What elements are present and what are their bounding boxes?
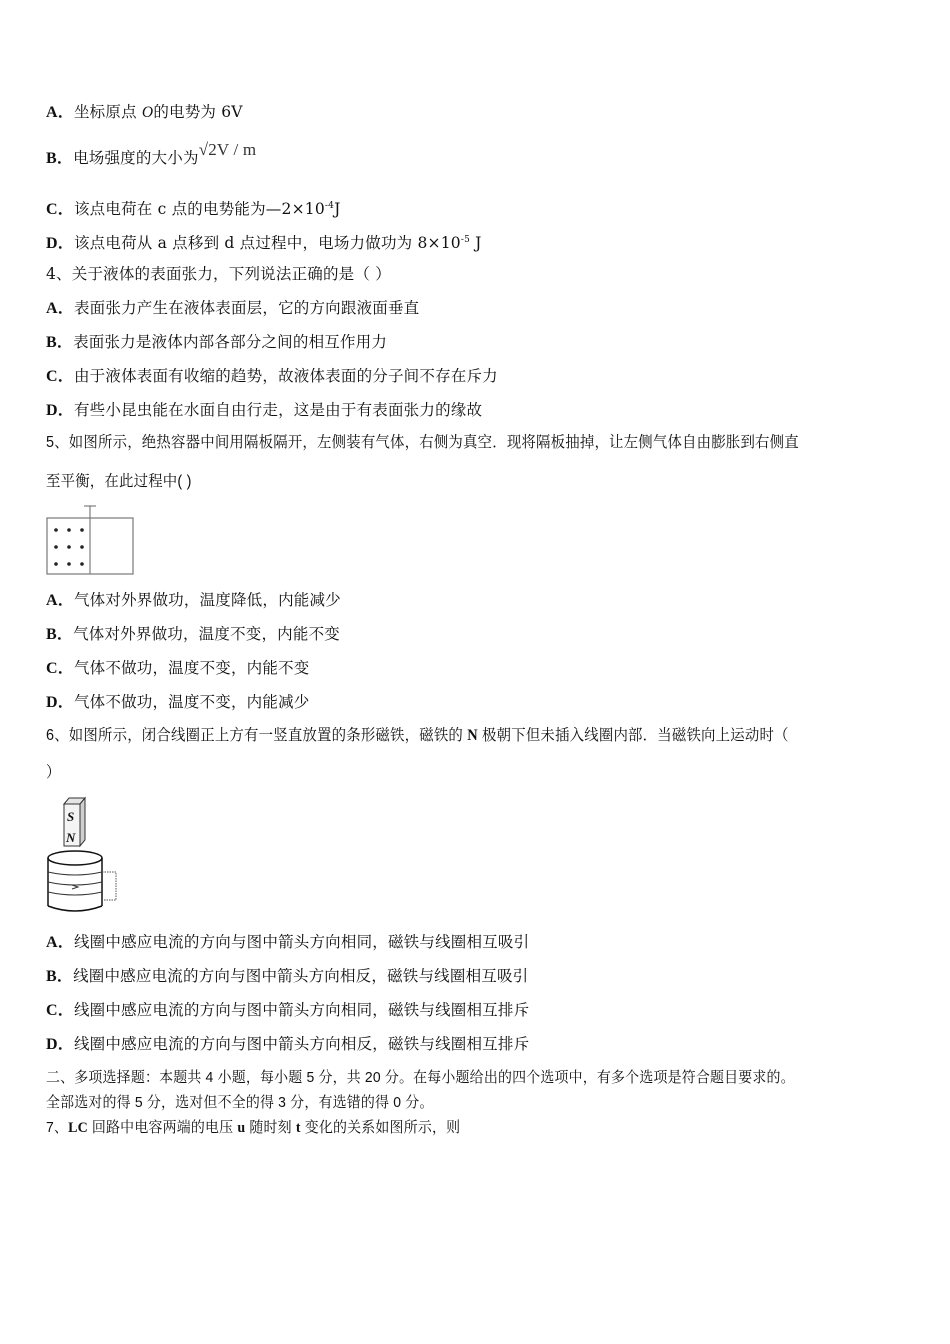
option-letter: D． <box>46 402 74 419</box>
q6-option-b <box>46 966 528 987</box>
time-variable: t <box>295 1120 301 1136</box>
q5-option-d <box>46 692 309 713</box>
option-text: 气体不做功，温度不变，内能不变 <box>73 659 310 677</box>
q6-option-c <box>46 1000 529 1021</box>
unit: J <box>334 200 341 218</box>
option-text: 表面张力产生在液体表面层，它的方向跟液面垂直 <box>73 299 420 317</box>
option-letter: B． <box>46 626 74 643</box>
q6-option-d <box>46 1034 529 1055</box>
magnet-s-label: S <box>67 809 75 824</box>
option-letter: C． <box>46 368 74 385</box>
origin-variable: O <box>141 104 154 121</box>
q4-option-d <box>46 400 482 421</box>
option-text: 线圈中感应电流的方向与图中箭头方向相同，磁铁与线圈相互排斥 <box>73 1001 530 1019</box>
q6-stem-line1 <box>46 726 789 746</box>
q3-option-d <box>46 230 482 254</box>
q6-stem-line2: ） <box>46 764 61 781</box>
option-text: 气体不做功，温度不变，内能减少 <box>73 693 310 711</box>
north-pole-label: N <box>467 727 478 744</box>
q5-option-b <box>46 624 340 645</box>
bar-magnet-coil-diagram-icon <box>42 796 122 918</box>
q4-option-a <box>46 298 419 319</box>
q6-option-a <box>46 932 529 953</box>
q4-option-c <box>46 366 498 387</box>
q5-option-a <box>46 590 341 611</box>
option-letter: B． <box>46 968 74 985</box>
container-diagram-icon <box>44 502 136 578</box>
option-letter: B． <box>46 334 74 351</box>
unit: J <box>470 234 482 252</box>
stem-text: 7、 <box>46 1119 69 1136</box>
option-text: 线圈中感应电流的方向与图中箭头方向相反，磁铁与线圈相互排斥 <box>73 1035 530 1053</box>
q5-stem-line2: 至平衡，在此过程中( ) <box>46 473 192 490</box>
magnet-n-label: N <box>66 830 76 845</box>
stem-text: 随时刻 <box>245 1119 296 1136</box>
q4-option-b <box>46 332 387 353</box>
option-text: 线圈中感应电流的方向与图中箭头方向相反，磁铁与线圈相互吸引 <box>73 967 529 985</box>
stem-text: 6、如图所示，闭合线圈正上方有一竖直放置的条形磁铁，磁铁的 <box>46 727 468 744</box>
option-letter: C． <box>46 660 74 677</box>
q4-stem: 4、关于液体的表面张力，下列说法正确的是（ ） <box>46 265 391 283</box>
stem-text: 变化的关系如图所示，则 <box>300 1119 461 1136</box>
option-letter: A． <box>46 300 74 317</box>
option-text: 气体对外界做功，温度降低，内能减少 <box>73 591 341 609</box>
section2-instructions-line1: 二、多项选择题：本题共 4 小题，每小题 5 分，共 20 分。在每小题给出的四个选项中，有多个选项是符合题目要求的。 <box>46 1069 795 1086</box>
q5-option-c <box>46 658 309 679</box>
q3-option-b <box>46 140 257 169</box>
option-text: 电场强度的大小为 <box>73 149 199 167</box>
option-letter: A． <box>46 934 74 951</box>
option-letter: D． <box>46 235 74 252</box>
option-text: 有些小昆虫能在水面自由行走，这是由于有表面张力的缘故 <box>73 401 483 419</box>
option-letter: C． <box>46 201 74 218</box>
insulated-container-figure <box>44 502 136 578</box>
lc-label: LC <box>68 1120 88 1136</box>
option-letter: A． <box>46 592 74 609</box>
option-letter: B． <box>46 150 74 167</box>
exponent: -5 <box>460 235 471 245</box>
q3-option-a <box>46 102 243 123</box>
option-text: 表面张力是液体内部各部分之间的相互作用力 <box>73 333 388 351</box>
option-text: 该点电荷在 c 点的电势能为—2×10 <box>73 200 325 218</box>
option-text: 气体对外界做功，温度不变，内能不变 <box>73 625 340 643</box>
option-text: 线圈中感应电流的方向与图中箭头方向相同，磁铁与线圈相互吸引 <box>73 933 530 951</box>
option-text: 该点电荷从 a 点移到 d 点过程中，电场力做功为 8×10 <box>73 234 461 252</box>
option-letter: D． <box>46 1036 74 1053</box>
option-letter: C． <box>46 1002 74 1019</box>
q5-stem-line1: 5、如图所示，绝热容器中间用隔板隔开，左侧装有气体，右侧为真空．现将隔板抽掉，让左侧气体自由膨胀到右侧直 <box>46 434 799 451</box>
option-letter: A． <box>46 104 74 121</box>
stem-text: 极朝下但未插入线圈内部．当磁铁向上运动时（ <box>477 727 789 744</box>
option-text: 的电势为 6V <box>153 103 243 121</box>
q7-stem <box>46 1118 460 1138</box>
q3-option-c <box>46 196 340 220</box>
option-letter: D． <box>46 694 74 711</box>
math-expression: √2V / m <box>198 140 257 159</box>
section2-instructions-line2: 全部选对的得 5 分，选对但不全的得 3 分，有选错的得 0 分。 <box>46 1094 434 1111</box>
voltage-variable: u <box>237 1120 246 1136</box>
option-text: 坐标原点 <box>73 103 142 121</box>
stem-text: 回路中电容两端的电压 <box>87 1119 238 1136</box>
magnet-coil-figure <box>42 796 122 918</box>
option-text: 由于液体表面有收缩的趋势，故液体表面的分子间不存在斥力 <box>73 367 498 385</box>
exponent: -4 <box>324 201 335 211</box>
